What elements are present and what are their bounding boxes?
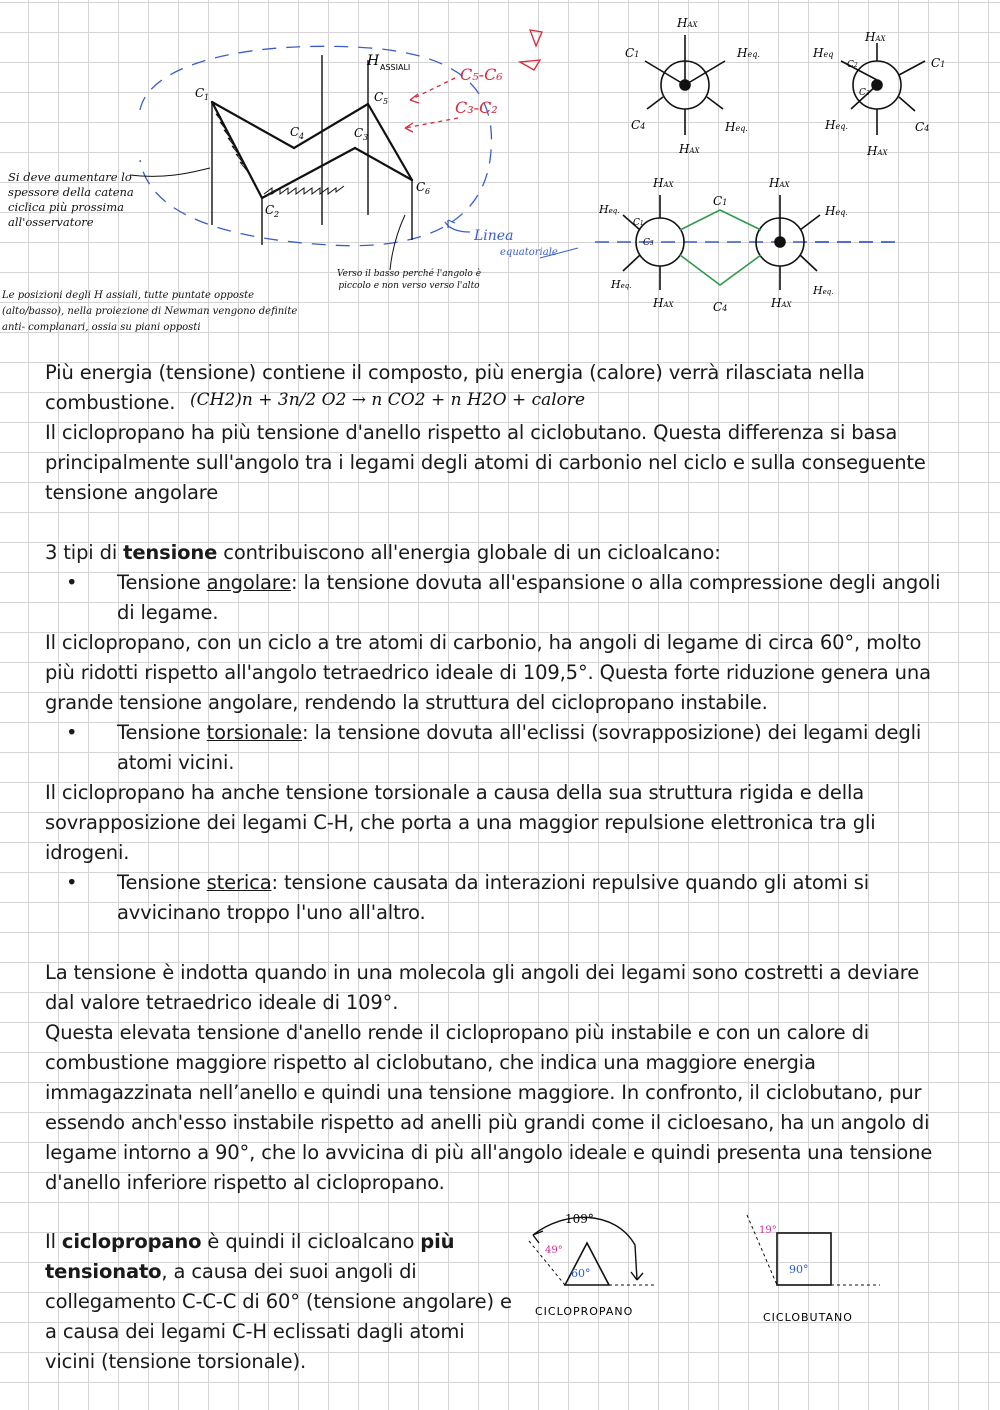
svg-text:Heq.: Heq. <box>725 120 748 134</box>
svg-text:HAX: HAX <box>653 296 674 310</box>
newman-1 <box>645 35 725 135</box>
main-text <box>45 358 950 1198</box>
svg-text:4: 4 <box>299 132 305 141</box>
svg-text:C3: C3 <box>859 88 870 98</box>
label-h-assiali: H <box>367 53 380 69</box>
svg-text:HAX: HAX <box>771 296 792 310</box>
label-ciclobutano: CICLOBUTANO <box>763 1311 853 1324</box>
label-c3: C <box>354 126 364 140</box>
angle-90: 90° <box>789 1263 809 1276</box>
p1-line2: combustione. <box>45 391 176 414</box>
svg-text:HAX: HAX <box>679 142 700 156</box>
angle-49: 49° <box>545 1245 563 1256</box>
p6: La tensione è indotta quando in una molecola gli angoli dei legami sono costretti a deviare dal valore tetraedrico ideale di 109°. <box>45 961 920 1014</box>
svg-text:Heq.: Heq. <box>599 203 620 216</box>
note-positions: Le posizioni degli H assiali, tutte puntate opposte (alto/basso), nella proiezione di Newman vengono definite anti- complanari, ossia su piani opposti <box>2 290 298 333</box>
svg-text:C4: C4 <box>631 118 646 132</box>
bottom-paragraph: Il ciclopropano è quindi il cicloalcano più tensionato, a causa dei suoi angoli di collegamento C-C-C di 60° (tensione angolare) e a causa dei legami C-H eclissati dagli atomi vicini (tensione torsionale). <box>45 1230 512 1373</box>
label-c1: C <box>195 86 205 100</box>
svg-text:equatoriale: equatoriale <box>500 247 558 258</box>
svg-text:Heq.: Heq. <box>825 118 848 132</box>
svg-text:C1: C1 <box>625 46 640 60</box>
svg-text:C2: C2 <box>847 60 858 70</box>
svg-text:HAX: HAX <box>867 144 888 158</box>
svg-text:Heq.: Heq. <box>825 204 848 218</box>
linea-equatoriale: Linea <box>474 228 514 244</box>
note-bottom: Verso il basso perché l'angolo è piccolo e non verso verso l'alto <box>336 269 482 291</box>
svg-text:C3: C3 <box>643 238 654 248</box>
svg-text:HAX: HAX <box>653 176 674 190</box>
svg-text:3: 3 <box>363 133 369 142</box>
label-c5: C <box>374 90 384 104</box>
svg-text:HAX: HAX <box>769 176 790 190</box>
p5: Il ciclopropano ha anche tensione torsionale a causa della sua struttura rigida e della sovrapposizione dei legami C-H, che porta a una maggior repulsione elettronica tra gli idrogeni. <box>45 781 876 864</box>
cyclobutane-sketch <box>745 1205 895 1325</box>
svg-text:1: 1 <box>204 93 210 102</box>
p2: Il ciclopropano ha più tensione d'anello rispetto al ciclobutano. Questa differenza si basa principalmente sull'angolo tra i legami degli atomi di carbonio nel ciclo e sulla conseguente tensione angolare <box>45 421 926 504</box>
angle-60: 60° <box>571 1267 591 1280</box>
label-c2: C <box>265 203 275 217</box>
svg-text:Heq: Heq <box>813 46 834 60</box>
svg-text:C4: C4 <box>713 300 728 314</box>
newman-projections <box>595 5 995 325</box>
svg-text:C1: C1 <box>713 194 728 208</box>
svg-text:Heq.: Heq. <box>813 284 834 297</box>
svg-text:ASSIALI: ASSIALI <box>380 63 411 72</box>
svg-text:5: 5 <box>383 97 389 106</box>
label-c4: C <box>290 125 300 139</box>
nm1-hax-top: HAX <box>677 16 698 30</box>
bullet-torsionale: • Tensione torsionale: la tensione dovuta all'eclissi (sovrapposizione) dei legami degli atomi vicini. <box>45 718 950 778</box>
p3: 3 tipi di tensione contribuiscono all'energia globale di un cicloalcano: <box>45 541 721 564</box>
note-left: Si deve aumentare lo spessore della catena ciclica più prossima all'osservatore <box>8 170 134 229</box>
svg-text:6: 6 <box>425 187 431 196</box>
bullet-sterica: • Tensione sterica: tensione causata da interazioni repulsive quando gli atomi si avvicinano troppo l'uno all'altro. <box>45 868 950 928</box>
angle-109: 109° <box>565 1212 594 1226</box>
dashed-ellipse <box>140 46 492 245</box>
svg-text:C1: C1 <box>931 56 946 70</box>
cyclopropane-sketch <box>515 1205 695 1325</box>
svg-text:2: 2 <box>274 210 280 219</box>
label-c6: C <box>416 180 426 194</box>
newman-2 <box>841 43 925 135</box>
p4: Il ciclopropano, con un ciclo a tre atomi di carbonio, ha angoli di legame di circa 60°, molto più ridotti rispetto all'angolo tetraedrico ideale di 109,5°. Questa forte riduzione genera una grande tensione angolare, rendendo la struttura del ciclopropano instabile. <box>45 631 931 714</box>
red-c3c2: C₃-C₂ <box>455 98 498 117</box>
svg-text:HAX: HAX <box>865 30 886 44</box>
combustion-formula: (CH2)n + 3n/2 O2 → n CO2 + n H2O + calore <box>190 390 586 410</box>
p1-line1: Più energia (tensione) contiene il composto, più energia (calore) verrà rilasciata nella <box>45 361 865 384</box>
svg-text:Heq.: Heq. <box>737 46 760 60</box>
bullet-angolare: • Tensione angolare: la tensione dovuta all'espansione o alla compressione degli angoli di legame. <box>45 568 950 628</box>
svg-text:C4: C4 <box>915 120 930 134</box>
svg-text:C1: C1 <box>633 218 644 228</box>
red-c5c6: C₅-C₆ <box>460 65 503 84</box>
svg-text:Heq.: Heq. <box>611 278 632 291</box>
label-ciclopropano: CICLOPROPANO <box>535 1305 634 1318</box>
angle-19: 19° <box>759 1225 777 1236</box>
p7: Questa elevata tensione d'anello rende il ciclopropano più instabile e con un calore di combustione maggiore rispetto al ciclobutano, che indica una maggiore energia immagazzinata nell’anello e quindi una tensione maggiore. In confronto, il ciclobutano, pur essendo anch'esso instabile rispetto ad anelli più grandi come il cicloesano, ha un angolo di legame intorno a 90°, che lo avvicina di più all'angolo ideale e quindi presenta una tensione d'anello inferiore rispetto al ciclopropano. <box>45 1021 933 1194</box>
